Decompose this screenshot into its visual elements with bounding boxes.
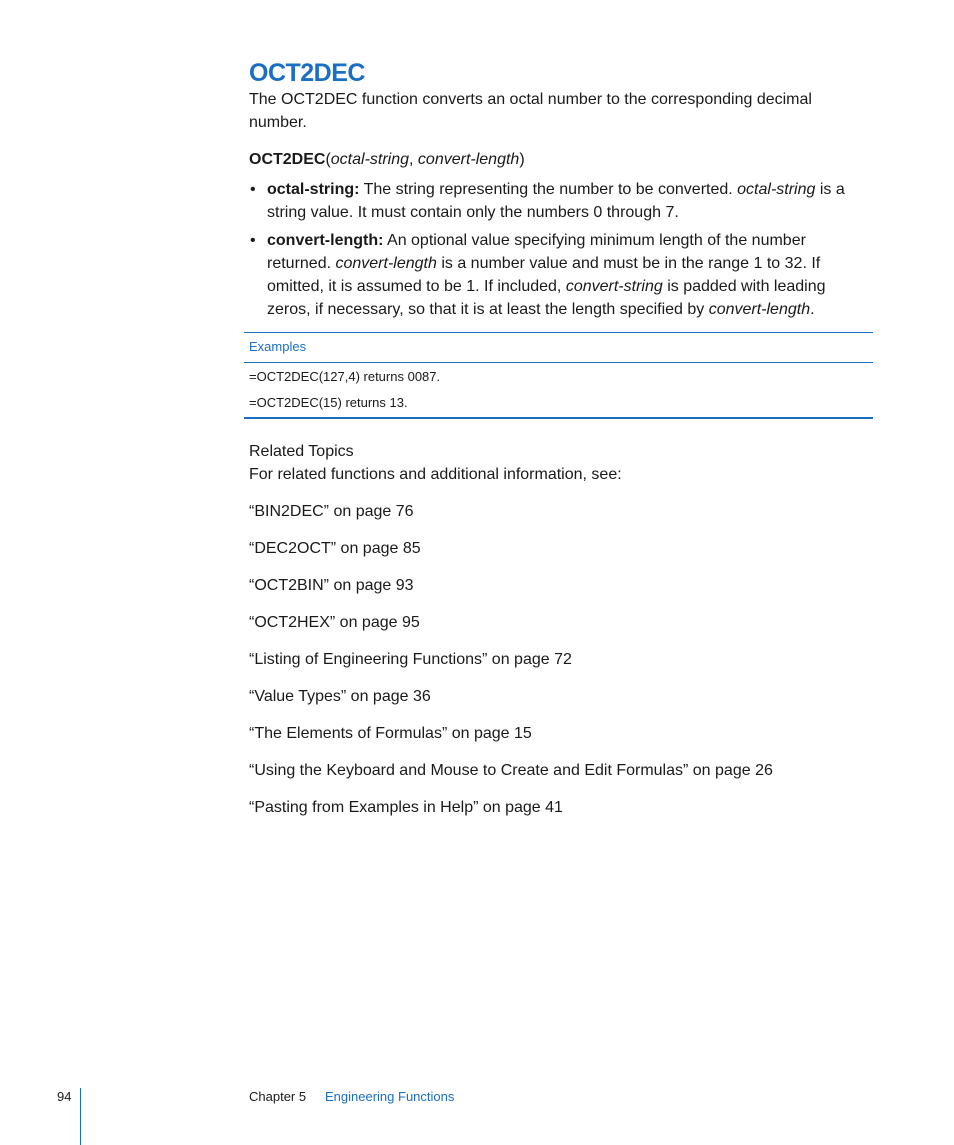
examples-header: Examples — [244, 333, 873, 363]
related-link-elements-of-formulas[interactable]: “The Elements of Formulas” on page 15 — [249, 725, 532, 742]
main-content — [249, 58, 869, 326]
argument-item-convert-length — [249, 229, 869, 321]
argument-text: . — [810, 301, 815, 318]
syntax-separator: , — [409, 151, 418, 168]
related-link-bin2dec[interactable]: “BIN2DEC” on page 76 — [249, 503, 414, 520]
bullet-icon: • — [250, 181, 256, 198]
page-title: OCT2DEC — [249, 59, 365, 87]
argument-item-octal-string — [249, 178, 869, 224]
related-topics-title: Related Topics — [249, 443, 354, 460]
related-link-value-types[interactable]: “Value Types” on page 36 — [249, 688, 431, 705]
page-number: 94 — [57, 1089, 72, 1104]
argument-italic: octal-string — [737, 181, 816, 198]
syntax-arg-convert-length: convert-length — [417, 151, 520, 168]
argument-list — [249, 178, 869, 321]
syntax-function-name: OCT2DEC — [249, 151, 326, 168]
example-row: =OCT2DEC(127,4) returns 0087. — [249, 369, 441, 384]
syntax-close-paren: ) — [519, 151, 525, 168]
argument-text: is a number value and must be in the range 1 to 32. If omitted, it is assumed to be 1. If included, — [267, 255, 821, 295]
related-link-oct2hex[interactable]: “OCT2HEX” on page 95 — [249, 614, 420, 631]
related-link-pasting-examples[interactable]: “Pasting from Examples in Help” on page 41 — [249, 799, 563, 816]
syntax-open-paren: ( — [325, 151, 331, 168]
examples-table — [244, 332, 873, 419]
bullet-icon: • — [250, 232, 256, 249]
examples-rows — [244, 363, 873, 417]
related-link-dec2oct[interactable]: “DEC2OCT” on page 85 — [249, 540, 421, 557]
argument-italic: convert-string — [565, 278, 663, 295]
argument-term: convert-length: — [267, 232, 384, 249]
argument-term: octal-string: — [267, 181, 360, 198]
intro-paragraph: The OCT2DEC function converts an octal number to the corresponding decimal number. — [249, 91, 812, 131]
argument-italic: convert-length — [335, 255, 437, 272]
related-link-oct2bin[interactable]: “OCT2BIN” on page 93 — [249, 577, 414, 594]
footer-section-title: Engineering Functions — [325, 1089, 455, 1104]
example-row: =OCT2DEC(15) returns 13. — [249, 395, 408, 410]
related-link-keyboard-mouse[interactable]: “Using the Keyboard and Mouse to Create and Edit Formulas” on page 26 — [249, 762, 773, 779]
footer-chapter: Chapter 5 — [249, 1089, 307, 1104]
footer-divider — [80, 1088, 81, 1145]
related-topics-lead: For related functions and additional information, see: — [249, 466, 622, 483]
related-link-engineering-functions[interactable]: “Listing of Engineering Functions” on page 72 — [249, 651, 572, 668]
argument-text: is a string value. It must contain only the numbers 0 through 7. — [267, 181, 845, 221]
syntax-arg-octal-string: octal-string — [330, 151, 410, 168]
function-syntax — [249, 148, 869, 171]
argument-text: The string representing the number to be converted. — [359, 181, 738, 198]
argument-text: An optional value specifying minimum length of the number returned. — [267, 232, 806, 272]
argument-text: is padded with leading zeros, if necessary, so that it is at least the length specified by — [267, 278, 826, 318]
related-topics — [249, 440, 869, 833]
argument-italic: convert-length — [708, 301, 811, 318]
